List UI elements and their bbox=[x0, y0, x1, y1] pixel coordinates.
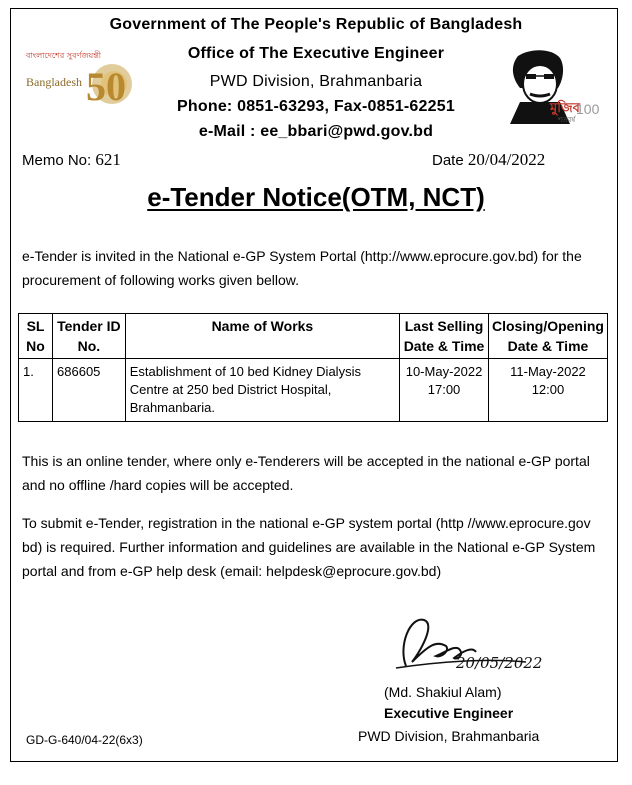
signer-office: PWD Division, Brahmanbaria bbox=[358, 728, 540, 744]
cell-name-of-works: Establishment of 10 bed Kidney Dialysis Centre at 250 bed District Hospital, Brahmanbaria. bbox=[125, 359, 399, 422]
header-office: Office of The Executive Engineer bbox=[187, 45, 445, 62]
signature-date: 20/05/2022 bbox=[456, 654, 543, 672]
signer-designation: Executive Engineer bbox=[384, 705, 514, 721]
submit-note-paragraph: To submit e-Tender, registration in the national e-GP system portal (http //www.eprocure.gov bd) is required. Further information and guidelines are available in the National e-GP System portal and from e-GP help desk (email: helpdesk@eprocure.gov.bd) bbox=[22, 515, 596, 579]
col-last-selling: Last Selling Date & Time bbox=[400, 314, 489, 359]
logo-right-number: 100 bbox=[576, 101, 600, 117]
col-name-of-works: Name of Works bbox=[125, 314, 399, 359]
intro-paragraph: e-Tender is invited in the National e-GP System Portal (http://www.eprocure.gov.bd) for the procurement of following works given bellow. bbox=[22, 248, 582, 288]
logo-right-script: মুজিব bbox=[550, 101, 580, 116]
works-table bbox=[18, 313, 608, 422]
logo-right-sub: শতবর্ষ bbox=[558, 116, 576, 124]
table-row bbox=[19, 359, 608, 422]
last-selling-date: 10-May-2022 bbox=[405, 364, 483, 379]
signature-image bbox=[376, 606, 576, 684]
signer-name: (Md. Shakiul Alam) bbox=[384, 684, 502, 700]
table-header-row bbox=[19, 314, 608, 359]
memo-label: Memo No: bbox=[22, 152, 92, 169]
closing-date: 11-May-2022 bbox=[510, 364, 586, 379]
col-tender-id: Tender ID No. bbox=[53, 314, 126, 359]
cell-tender-id: 686605 bbox=[53, 359, 126, 422]
logo-left-bangla-text: বাংলাদেশের সুবর্ণজয়ন্তী bbox=[26, 51, 102, 60]
notice-date bbox=[432, 150, 545, 170]
date-value: 20/04/2022 bbox=[467, 150, 546, 169]
cell-sl: 1. bbox=[19, 359, 53, 422]
closing-time: 12:00 bbox=[531, 382, 565, 397]
header-email: e-Mail : ee_bbari@pwd.gov.bd bbox=[198, 123, 434, 140]
date-label: Date bbox=[432, 152, 464, 169]
gd-code: GD-G-640/04-22(6x3) bbox=[26, 733, 143, 747]
header-division: PWD Division, Brahmanbaria bbox=[209, 73, 423, 90]
header-government: Government of The People's Republic of Bangladesh bbox=[109, 16, 523, 33]
col-sl: SL No bbox=[19, 314, 53, 359]
logo-left-number: 50 bbox=[86, 64, 126, 109]
col-closing-opening: Closing/Opening Date & Time bbox=[488, 314, 607, 359]
last-selling-time: 17:00 bbox=[427, 382, 461, 397]
logo-left-main-text: Bangladesh bbox=[26, 75, 82, 89]
header-phone: Phone: 0851-63293, Fax-0851-62251 bbox=[177, 98, 455, 115]
memo-value: 621 bbox=[95, 150, 121, 169]
cell-last-selling bbox=[400, 359, 489, 422]
notice-title: e-Tender Notice(OTM, NCT) bbox=[147, 182, 485, 212]
online-note-paragraph: This is an online tender, where only e-Tenderers will be accepted in the national e-GP portal and no offline /hard copies will be accepted. bbox=[22, 453, 590, 493]
memo-number bbox=[22, 150, 121, 170]
cell-closing-opening bbox=[488, 359, 607, 422]
